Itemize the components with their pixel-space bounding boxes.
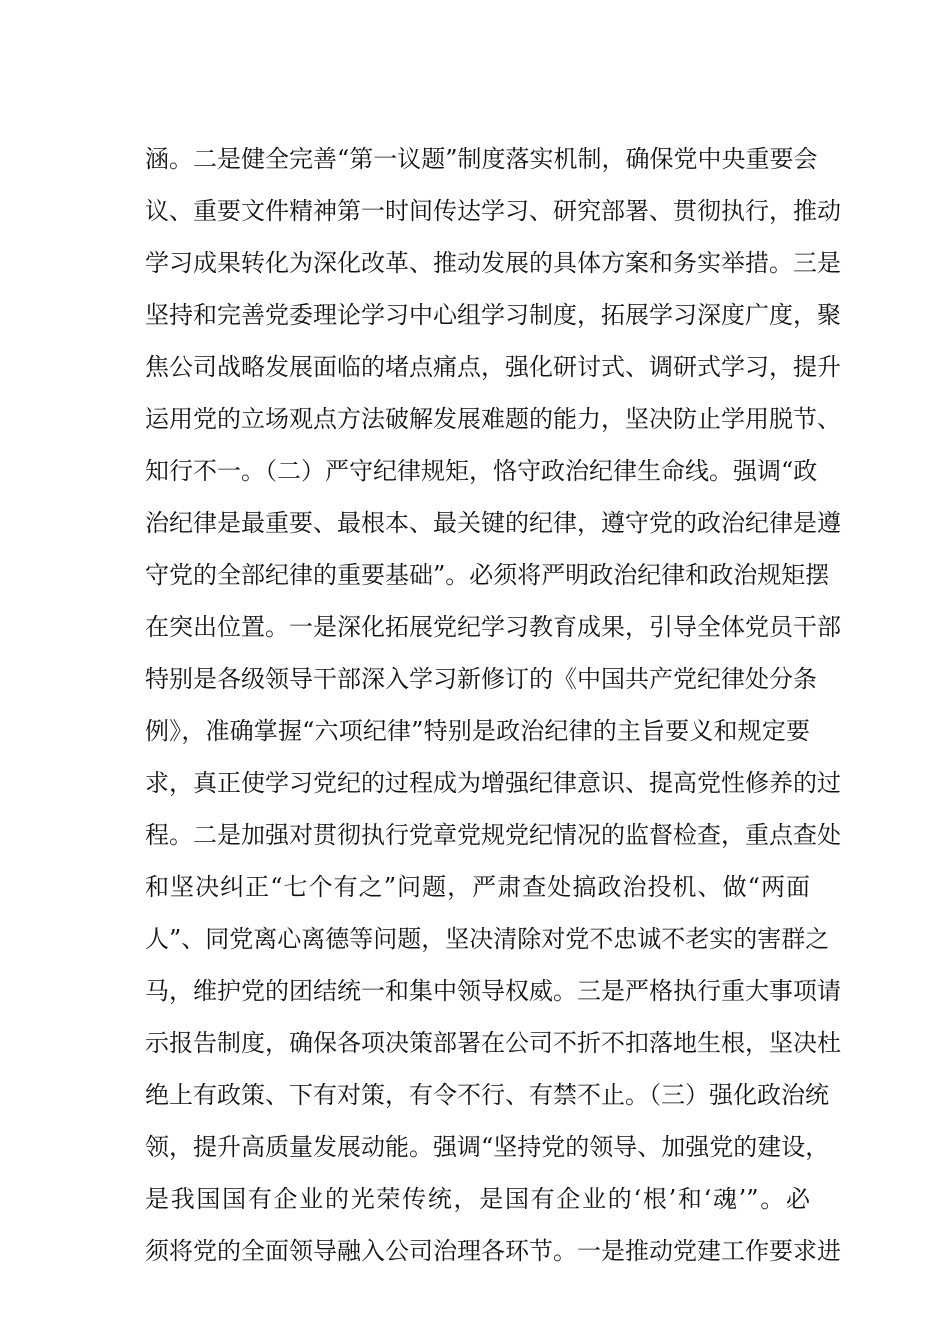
body-text <box>145 133 841 1277</box>
text-line: 领，提升高质量发展动能。强调“坚持党的领导、加强党的建设， <box>145 1133 830 1161</box>
text-line: 示报告制度，确保各项决策部署在公司不折不扣落地生根，坚决杜 <box>145 1029 841 1057</box>
text-line: 运用党的立场观点方法破解发展难题的能力，坚决防止学用脱节、 <box>145 405 841 433</box>
text-line: 在突出位置。一是深化拓展党纪学习教育成果，引导全体党员干部 <box>145 613 841 641</box>
text-line: 求，真正使学习党纪的过程成为增强纪律意识、提高党性修养的过 <box>145 769 841 797</box>
text-line: 和坚决纠正“七个有之”问题，严肃查处搞政治投机、做“两面 <box>145 873 810 901</box>
text-line: 焦公司战略发展面临的堵点痛点，强化研讨式、调研式学习，提升 <box>145 353 841 381</box>
text-line: 知行不一。（二）严守纪律规矩，恪守政治纪律生命线。强调“政 <box>145 457 818 485</box>
text-line: 学习成果转化为深化改革、推动发展的具体方案和务实举措。三是 <box>145 249 841 277</box>
text-line: 人”、同党离心离德等问题，坚决清除对党不忠诚不老实的害群之 <box>145 925 830 953</box>
text-line: 涵。二是健全完善“第一议题”制度落实机制，确保党中央重要会 <box>145 145 818 173</box>
text-line: 须将党的全面领导融入公司治理各环节。一是推动党建工作要求进 <box>145 1237 841 1265</box>
text-line: 特别是各级领导干部深入学习新修订的《中国共产党纪律处分条 <box>145 665 817 693</box>
text-line: 治纪律是最重要、最根本、最关键的纪律，遵守党的政治纪律是遵 <box>145 509 841 537</box>
text-line: 坚持和完善党委理论学习中心组学习制度，拓展学习深度广度，聚 <box>145 301 841 329</box>
text-line: 是我国国有企业的光荣传统，是国有企业的‘根’和‘魂’”。必 <box>145 1185 810 1213</box>
text-line: 绝上有政策、下有对策，有令不行、有禁不止。（三）强化政治统 <box>145 1081 829 1109</box>
text-line: 马，维护党的团结统一和集中领导权威。三是严格执行重大事项请 <box>145 977 841 1005</box>
text-line: 例》，准确掌握“六项纪律”特别是政治纪律的主旨要义和规定要 <box>145 717 810 745</box>
text-line: 程。二是加强对贯彻执行党章党规党纪情况的监督检查，重点查处 <box>145 821 841 849</box>
text-line: 守党的全部纪律的重要基础”。必须将严明政治纪律和政治规矩摆 <box>145 561 830 589</box>
text-line: 议、重要文件精神第一时间传达学习、研究部署、贯彻执行，推动 <box>145 197 841 225</box>
